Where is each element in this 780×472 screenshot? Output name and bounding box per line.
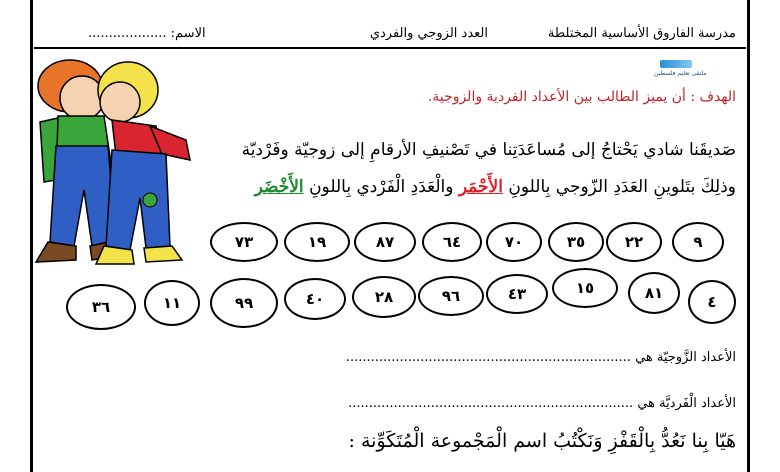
logo-text: ملتقى تعليم فلسطين [654,70,707,77]
number-circle[interactable]: ٣٥ [548,222,604,262]
odd-numbers-answer-line[interactable]: الأعداد الْفَرديَّة هي ..................................................................... [348,396,736,411]
instruction-line-2 [255,177,736,197]
green-color-word: الأَخْضَر [254,177,304,197]
number-circle[interactable]: ٤٣ [486,274,548,314]
number-circle[interactable]: ٩ [672,222,724,262]
number-circle[interactable]: ١٥ [552,268,618,308]
red-color-word: الأَحْمَر [458,177,503,197]
number-circle[interactable]: ٩٩ [210,278,278,328]
number-circle[interactable]: ٤٠ [284,278,346,320]
header-divider [34,47,746,49]
instruction-line-1: صَديقَنا شادي يَحْتاجُ إلى مُساعَدَتِنا في تَصْنيفِ الأرقامِ إلى زوجيّة وفَرْديّة [241,140,736,160]
two-kids-illustration [0,50,230,290]
student-name-field[interactable]: الاسم: ................... [88,26,206,41]
number-circle[interactable]: ٦٤ [422,222,482,262]
number-circle[interactable]: ٩٦ [418,276,484,316]
number-circle[interactable]: ٢٨ [352,276,416,318]
worksheet-topic: العدد الزوجي والفردي [369,26,488,41]
number-circle[interactable]: ٢٢ [606,222,662,262]
lesson-goal: الهدف : أن يميز الطالب بين الأعداد الفردية والزوجية. [427,89,736,105]
number-circle[interactable]: ٧٠ [486,222,542,262]
school-name: مدرسة الفاروق الأساسية المختلطة [547,26,736,41]
even-numbers-answer-line[interactable]: الأعداد الزَّوجيّة هي ..................................................................... [345,350,736,365]
number-circle[interactable]: ٨١ [628,272,680,314]
book-logo-icon [654,56,707,82]
number-circle[interactable]: ٨٧ [354,222,416,262]
number-circle[interactable]: ٤ [688,280,736,324]
skip-count-prompt: هَيّا بِنا نَعُدُّ بِالْقَفْزِ وَنَكْتُبُ اسم الْمَجْموعة الْمُتَكَوِّنة : [348,430,736,452]
instruction-text-a: وذلِكَ بتَلوينِ العَدَدِ الزّوجي بِاللونِ [502,177,736,197]
number-circle[interactable]: ١١ [144,280,200,326]
number-circle[interactable]: ٣٦ [66,284,136,330]
number-circle[interactable]: ٧٣ [210,222,278,262]
number-circle[interactable]: ١٩ [284,222,350,262]
instruction-text-b: والْعَدَدِ الْفَرْدي بِاللونِ [303,177,459,197]
